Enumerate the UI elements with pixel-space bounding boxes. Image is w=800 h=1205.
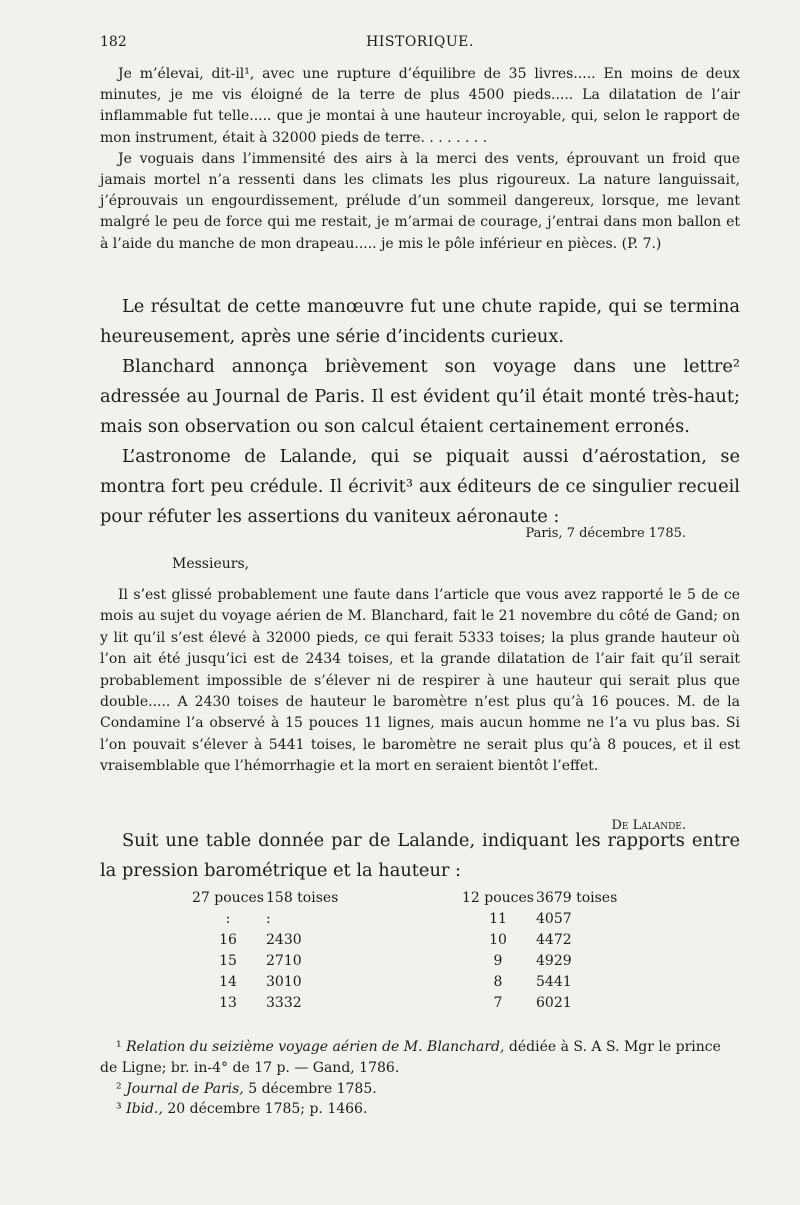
- running-title: HISTORIQUE.: [366, 34, 474, 50]
- table-row: 12 pouces 3679 toises: [462, 890, 618, 906]
- lalande-letter: [100, 585, 740, 778]
- table-row: 8 5441: [493, 974, 572, 990]
- body-paragraph: Suit une table donnée par de Lalande, indiquant les rapports entre la pression barométrique et la hauteur :: [100, 830, 740, 881]
- blanchard-quote: [100, 64, 740, 255]
- footnotes: [100, 1037, 740, 1120]
- table-row: 15 2710: [219, 953, 302, 969]
- letter-salutation: Messieurs,: [172, 556, 250, 572]
- table-column-right: [460, 890, 626, 1016]
- footnote-1: ¹ Relation du seizième voyage aérien de M. Blanchard, dédiée à S. A S. Mgr le prince de Ligne; br. in-4° de 17 p. — Gand, 1786.: [100, 1039, 721, 1076]
- letter-paragraph: Il s’est glissé probablement une faute dans l’article que vous avez rapporté le 5 de ce mois au sujet du voyage aérien de M. Blanchard, fait le 21 novembre du côté de Gand; on y lit qu’il s’est élevé à 32000 pieds, ce qui ferait 5333 toises; la plus grande hauteur où l’on ait été jusqu’ici est de 2434 toises, et la grande dilatation de l’air fait qu’il serait probablement impossible de s’élever ni de respirer à une hauteur qui serait plus que double..... A 2430 toises de hauteur le baromètre n’est plus qu’à 16 pouces. M. de la Condamine l’a observé à 15 pouces 11 lignes, mais aucun homme ne l’a vu plus bas. Si l’on pouvait s’élever à 5441 toises, le baromètre ne serait plus qu’à 8 pouces, et il est vraisemblable que l’hémorrhagie et la mort en seraient bientôt l’effet.: [100, 587, 740, 775]
- quote-paragraph: Je m’élevai, dit-il¹, avec une rupture d’équilibre de 35 livres..... En moins de deux minutes, je me vis éloigné de la terre de plus 4500 pieds..... La dilatation de l’air inflammable fut telle..... que je montai à une hauteur incroyable, qui, selon le rapport de mon instrument, était à 32000 pieds de terre. . . . . . . .: [100, 66, 740, 146]
- table-row: 7 6021: [493, 995, 572, 1011]
- body-paragraph: Le résultat de cette manœuvre fut une chute rapide, qui se termina heureusement, après une série d’incidents curieux.: [100, 296, 740, 347]
- body-paragraph: L’astronome de Lalande, qui se piquait aussi d’aérostation, se montra fort peu crédule. Il écrivit³ aux éditeurs de ce singulier recueil pour réfuter les assertions du vaniteux aéronaute :: [100, 446, 740, 527]
- table-row: 13 3332: [219, 995, 302, 1011]
- table-row: 11 4057: [489, 911, 572, 927]
- footnote-2: ² Journal de Paris, 5 décembre 1785.: [116, 1080, 377, 1097]
- table-column-left: [190, 890, 356, 1016]
- footnote-3: ³ Ibid., 20 décembre 1785; p. 1466.: [116, 1101, 368, 1118]
- table-row: 10 4472: [489, 932, 572, 948]
- letter-signature: De Lalande.: [611, 818, 686, 833]
- table-row: 9 4929: [493, 953, 572, 969]
- main-text-block: [100, 292, 740, 532]
- table-intro: [100, 826, 740, 886]
- page-number: 182: [100, 34, 127, 50]
- table-row: 14 3010: [219, 974, 302, 990]
- table-row: 16 2430: [219, 932, 302, 948]
- quote-paragraph: Je voguais dans l’immensité des airs à la merci des vents, éprouvant un froid que jamais mortel n’a ressenti dans les climats les plus rigoureux. La nature languissait, j’éprouvais un engourdissement, prélude d’un sommeil dangereux, lorsque, me levant malgré le peu de force qui me restait, je m’armai de courage, j’entrai dans mon ballon et à l’aide du manche de mon drapeau..... je mis le pôle inférieur en pièces. (P. 7.): [100, 150, 740, 252]
- body-paragraph: Blanchard annonça brièvement son voyage dans une lettre² adressée au Journal de Paris. Il est évident qu’il était monté très-haut; mais son observation ou son calcul étaient certainement erronés.: [100, 356, 740, 437]
- running-header: [100, 34, 740, 56]
- table-row: 27 pouces 158 toises: [192, 890, 339, 906]
- table-row: : :: [225, 911, 271, 927]
- letter-dateline: Paris, 7 décembre 1785.: [525, 526, 686, 541]
